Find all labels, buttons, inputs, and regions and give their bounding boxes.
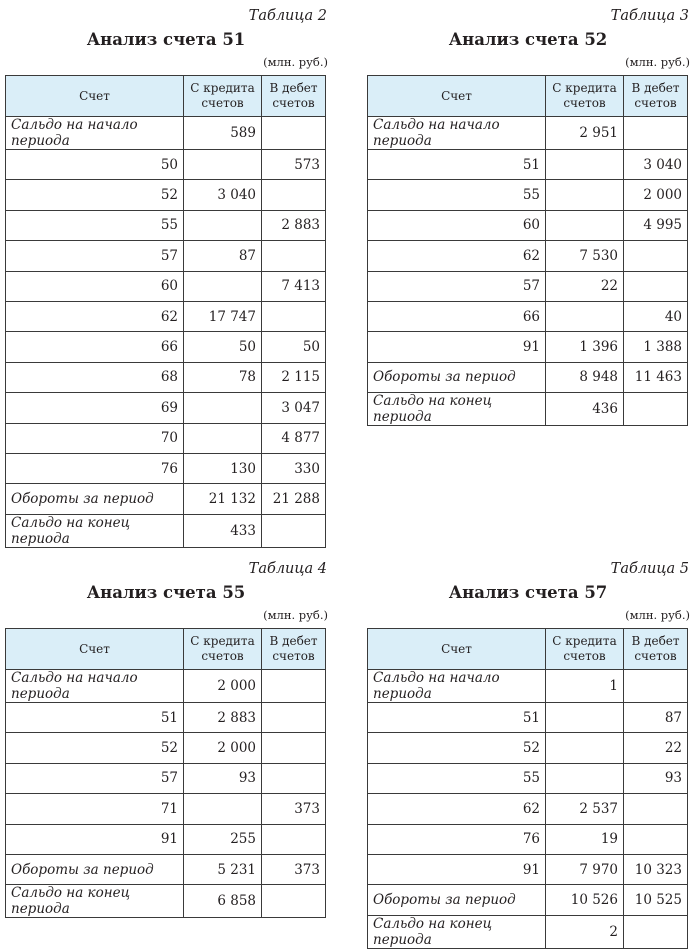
table-row [368,733,688,763]
table-row [368,117,688,150]
header-row [368,76,688,117]
credit-cell [184,271,262,301]
debit-cell [262,301,326,331]
account-table [367,628,688,949]
account-cell: Сальдо на начало периода [368,117,546,150]
account-cell: 91 [368,854,546,884]
account-cell: Сальдо на конец периода [6,885,184,918]
debit-cell [262,885,326,918]
account-cell: 57 [368,271,546,301]
credit-cell: 22 [546,271,624,301]
header-row [6,629,326,670]
table-row [368,332,688,362]
table-row [368,915,688,948]
account-cell: 62 [368,794,546,824]
credit-cell [546,210,624,240]
table-row [368,150,688,180]
table-row [6,703,326,733]
table-row [6,180,326,210]
account-cell: 71 [6,794,184,824]
credit-cell: 2 537 [546,794,624,824]
credit-cell: 5 231 [184,854,262,884]
debit-cell [262,241,326,271]
column-header: Счет [6,629,184,670]
debit-cell [624,117,688,150]
column-header: Счет [368,76,546,117]
table-row [6,150,326,180]
table-row [368,670,688,703]
account-cell: 52 [368,733,546,763]
debit-cell: 10 525 [624,885,688,915]
column-header: Счет [368,629,546,670]
credit-cell [546,763,624,793]
credit-cell: 255 [184,824,262,854]
debit-cell: 22 [624,733,688,763]
table-block-account-52 [367,6,690,426]
table-title: Анализ счета 51 [86,30,246,49]
table-row [6,241,326,271]
table-row [6,670,326,703]
debit-cell: 373 [262,794,326,824]
account-cell: 91 [368,332,546,362]
table-number: Таблица 3 [610,8,689,24]
debit-cell: 573 [262,150,326,180]
credit-cell: 1 396 [546,332,624,362]
debit-cell: 50 [262,332,326,362]
table-block-account-55 [5,559,328,918]
credit-cell: 589 [184,117,262,150]
account-cell: Сальдо на начало периода [6,117,184,150]
account-cell: 66 [6,332,184,362]
debit-cell: 40 [624,301,688,331]
credit-cell: 50 [184,332,262,362]
table-row [6,514,326,547]
debit-cell [624,393,688,426]
credit-cell: 19 [546,824,624,854]
table-row [368,210,688,240]
table-row [6,794,326,824]
table-row [6,301,326,331]
debit-cell [624,794,688,824]
column-header: Счет [6,76,184,117]
debit-cell: 3 047 [262,393,326,423]
account-table [5,75,326,548]
table-row [6,453,326,483]
account-cell: 51 [6,703,184,733]
credit-cell: 87 [184,241,262,271]
account-cell: 60 [6,271,184,301]
debit-cell: 4 995 [624,210,688,240]
credit-cell [184,210,262,240]
account-cell: 52 [6,180,184,210]
column-header: С кредита счетов [546,629,624,670]
account-cell: 66 [368,301,546,331]
account-cell: Сальдо на конец периода [6,514,184,547]
table-row [6,271,326,301]
debit-cell: 4 877 [262,423,326,453]
account-cell: 69 [6,393,184,423]
credit-cell: 2 951 [546,117,624,150]
table-number: Таблица 2 [248,8,327,24]
table-row [6,885,326,918]
table-block-account-51 [5,6,328,547]
account-cell: 76 [6,453,184,483]
account-cell: 70 [6,423,184,453]
table-row [6,824,326,854]
account-cell: Сальдо на конец периода [368,393,546,426]
credit-cell: 2 000 [184,733,262,763]
table-row [368,854,688,884]
table-row [6,362,326,392]
account-cell: 57 [6,763,184,793]
credit-cell: 17 747 [184,301,262,331]
table-row [6,854,326,884]
credit-cell [546,703,624,733]
account-cell: Сальдо на начало периода [368,670,546,703]
debit-cell [262,670,326,703]
credit-cell [184,423,262,453]
unit-label: (млн. руб.) [625,608,690,622]
table-row [368,703,688,733]
debit-cell: 3 040 [624,150,688,180]
credit-cell: 2 [546,915,624,948]
credit-cell: 21 132 [184,484,262,514]
table-title: Анализ счета 55 [86,583,246,602]
debit-cell: 330 [262,453,326,483]
table-title: Анализ счета 57 [448,583,608,602]
unit-label: (млн. руб.) [625,55,690,69]
credit-cell: 2 000 [184,670,262,703]
debit-cell: 21 288 [262,484,326,514]
debit-cell [262,733,326,763]
account-cell: 52 [6,733,184,763]
debit-cell: 2 000 [624,180,688,210]
table-row [368,362,688,392]
account-cell: 57 [6,241,184,271]
account-cell: Обороты за период [6,854,184,884]
table-row [6,332,326,362]
debit-cell: 87 [624,703,688,733]
table-row [368,393,688,426]
debit-cell: 11 463 [624,362,688,392]
credit-cell: 8 948 [546,362,624,392]
debit-cell [624,670,688,703]
account-cell: 62 [368,241,546,271]
debit-cell [262,514,326,547]
credit-cell: 7 530 [546,241,624,271]
account-cell: 51 [368,703,546,733]
account-cell: 55 [368,180,546,210]
debit-cell [624,824,688,854]
table-row [6,733,326,763]
debit-cell: 2 883 [262,210,326,240]
credit-cell [184,393,262,423]
debit-cell [262,703,326,733]
account-cell: Обороты за период [368,885,546,915]
column-header: С кредита счетов [184,629,262,670]
unit-label: (млн. руб.) [263,608,328,622]
debit-cell [262,117,326,150]
credit-cell [546,733,624,763]
unit-label: (млн. руб.) [263,55,328,69]
credit-cell: 130 [184,453,262,483]
table-row [6,423,326,453]
account-cell: 60 [368,210,546,240]
account-cell: Сальдо на начало периода [6,670,184,703]
credit-cell: 2 883 [184,703,262,733]
table-row [368,794,688,824]
credit-cell: 10 526 [546,885,624,915]
credit-cell: 78 [184,362,262,392]
account-table [5,628,326,918]
table-row [368,824,688,854]
table-row [368,885,688,915]
credit-cell [184,150,262,180]
account-cell: 76 [368,824,546,854]
header-row [368,629,688,670]
credit-cell [546,180,624,210]
credit-cell: 1 [546,670,624,703]
debit-cell: 93 [624,763,688,793]
account-cell: 62 [6,301,184,331]
table-number: Таблица 5 [610,561,689,577]
credit-cell: 6 858 [184,885,262,918]
account-cell: Обороты за период [6,484,184,514]
debit-cell [624,915,688,948]
credit-cell: 7 970 [546,854,624,884]
credit-cell [546,301,624,331]
table-block-account-57 [367,559,690,948]
table-row [368,301,688,331]
account-cell: 51 [368,150,546,180]
credit-cell: 93 [184,763,262,793]
column-header: В дебет счетов [624,629,688,670]
column-header: В дебет счетов [624,76,688,117]
table-row [6,484,326,514]
header-row [6,76,326,117]
debit-cell [262,824,326,854]
table-row [6,763,326,793]
debit-cell: 10 323 [624,854,688,884]
column-header: В дебет счетов [262,76,326,117]
account-cell: Обороты за период [368,362,546,392]
debit-cell: 7 413 [262,271,326,301]
table-row [368,180,688,210]
account-cell: 68 [6,362,184,392]
debit-cell [262,180,326,210]
table-row [6,393,326,423]
credit-cell [546,150,624,180]
column-header: В дебет счетов [262,629,326,670]
table-row [6,210,326,240]
column-header: С кредита счетов [546,76,624,117]
debit-cell: 373 [262,854,326,884]
table-title: Анализ счета 52 [448,30,608,49]
credit-cell: 433 [184,514,262,547]
credit-cell: 3 040 [184,180,262,210]
account-cell: 55 [368,763,546,793]
account-table [367,75,688,426]
account-cell: 91 [6,824,184,854]
account-cell: 55 [6,210,184,240]
credit-cell: 436 [546,393,624,426]
account-cell: 50 [6,150,184,180]
debit-cell: 1 388 [624,332,688,362]
column-header: С кредита счетов [184,76,262,117]
table-row [368,271,688,301]
table-row [368,241,688,271]
account-cell: Сальдо на конец периода [368,915,546,948]
debit-cell [624,271,688,301]
debit-cell [624,241,688,271]
table-row [6,117,326,150]
debit-cell: 2 115 [262,362,326,392]
table-number: Таблица 4 [248,561,327,577]
table-row [368,763,688,793]
credit-cell [184,794,262,824]
debit-cell [262,763,326,793]
